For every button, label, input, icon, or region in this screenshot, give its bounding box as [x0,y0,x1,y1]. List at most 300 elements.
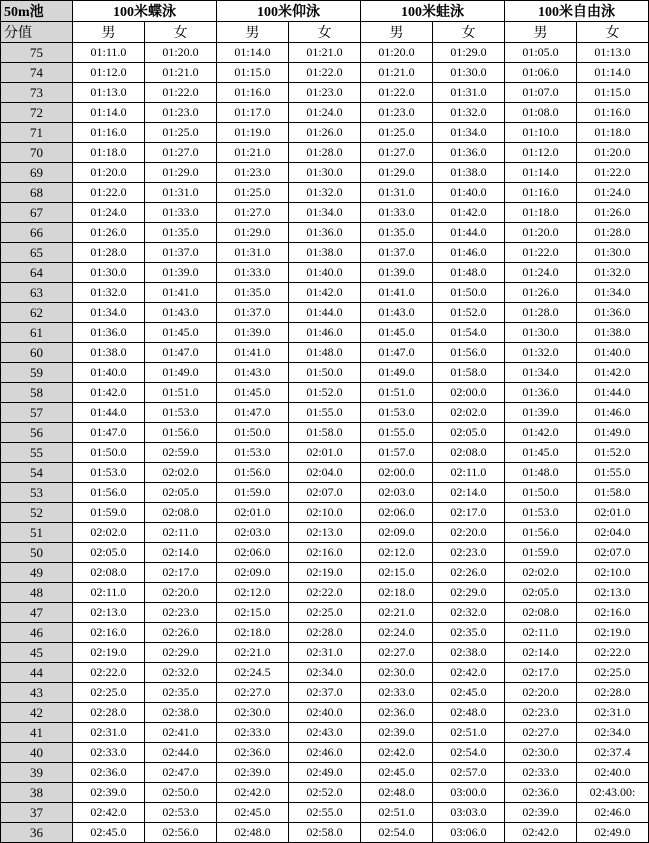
time-cell: 02:01.0 [217,503,289,523]
table-row [1,423,649,443]
time-cell: 01:50.0 [433,283,505,303]
time-cell: 02:12.0 [361,543,433,563]
time-cell: 02:36.0 [73,763,145,783]
time-cell: 01:34.0 [433,123,505,143]
score-cell: 70 [1,143,73,163]
time-cell: 01:41.0 [145,283,217,303]
score-cell: 64 [1,263,73,283]
time-cell: 01:25.0 [217,183,289,203]
time-cell: 01:42.0 [289,283,361,303]
time-cell: 02:28.0 [73,703,145,723]
time-cell: 02:51.0 [361,803,433,823]
time-cell: 02:36.0 [217,743,289,763]
time-cell: 01:45.0 [145,323,217,343]
time-cell: 02:23.0 [433,543,505,563]
time-cell: 02:20.0 [145,583,217,603]
time-cell: 02:13.0 [577,583,649,603]
time-cell: 02:39.0 [217,763,289,783]
time-cell: 01:06.0 [505,63,577,83]
time-cell: 02:02.0 [73,523,145,543]
table-row [1,623,649,643]
time-cell: 02:14.0 [433,483,505,503]
time-cell: 01:33.0 [361,203,433,223]
table-row [1,43,649,63]
event-header-breaststroke: 100米蛙泳 [361,1,505,22]
time-cell: 02:56.0 [145,823,217,843]
time-cell: 02:11.0 [505,623,577,643]
time-cell: 01:18.0 [577,123,649,143]
time-cell: 02:49.0 [289,763,361,783]
time-cell: 02:00.0 [433,383,505,403]
pool-header: 50m池 [1,1,73,22]
time-cell: 01:36.0 [433,143,505,163]
time-cell: 01:30.0 [73,263,145,283]
time-cell: 02:45.0 [361,763,433,783]
time-cell: 01:57.0 [361,443,433,463]
time-cell: 01:12.0 [73,63,145,83]
time-cell: 02:30.0 [361,663,433,683]
time-cell: 01:23.0 [289,83,361,103]
time-cell: 02:40.0 [289,703,361,723]
time-cell: 01:26.0 [505,283,577,303]
time-cell: 02:01.0 [577,503,649,523]
time-cell: 01:40.0 [433,183,505,203]
time-cell: 02:02.0 [145,463,217,483]
time-cell: 01:56.0 [505,523,577,543]
time-cell: 01:46.0 [289,323,361,343]
time-cell: 01:58.0 [289,423,361,443]
table-row [1,503,649,523]
time-cell: 01:53.0 [73,463,145,483]
time-cell: 02:50.0 [145,783,217,803]
time-cell: 01:24.0 [289,103,361,123]
table-row [1,283,649,303]
time-cell: 01:42.0 [505,423,577,443]
table-row [1,603,649,623]
time-cell: 03:00.0 [433,783,505,803]
time-cell: 02:21.0 [217,643,289,663]
time-cell: 02:53.0 [145,803,217,823]
time-cell: 02:27.0 [217,683,289,703]
time-cell: 02:40.0 [577,763,649,783]
time-cell: 01:41.0 [361,283,433,303]
time-cell: 01:20.0 [577,143,649,163]
score-cell: 58 [1,383,73,403]
table-row [1,163,649,183]
time-cell: 01:32.0 [505,343,577,363]
time-cell: 01:34.0 [289,203,361,223]
time-cell: 01:38.0 [433,163,505,183]
score-cell: 48 [1,583,73,603]
time-cell: 02:07.0 [289,483,361,503]
time-cell: 01:11.0 [73,43,145,63]
time-cell: 01:30.0 [505,323,577,343]
time-cell: 01:26.0 [577,203,649,223]
time-cell: 02:11.0 [73,583,145,603]
time-cell: 01:56.0 [145,423,217,443]
table-row [1,63,649,83]
score-cell: 75 [1,43,73,63]
time-cell: 01:49.0 [145,363,217,383]
time-cell: 02:18.0 [217,623,289,643]
score-cell: 65 [1,243,73,263]
time-cell: 01:59.0 [217,483,289,503]
time-cell: 02:20.0 [433,523,505,543]
time-cell: 01:56.0 [217,463,289,483]
score-cell: 36 [1,823,73,843]
time-cell: 02:15.0 [217,603,289,623]
time-cell: 01:50.0 [217,423,289,443]
event-header-row [1,1,649,22]
time-cell: 01:33.0 [217,263,289,283]
time-cell: 01:55.0 [577,463,649,483]
time-cell: 02:28.0 [289,623,361,643]
time-cell: 01:22.0 [361,83,433,103]
table-row [1,803,649,823]
time-cell: 01:07.0 [505,83,577,103]
time-cell: 01:22.0 [145,83,217,103]
time-cell: 02:19.0 [73,643,145,663]
time-cell: 01:46.0 [577,403,649,423]
time-cell: 01:14.0 [217,43,289,63]
time-cell: 01:31.0 [145,183,217,203]
time-cell: 02:49.0 [577,823,649,843]
time-cell: 01:29.0 [433,43,505,63]
table-row [1,723,649,743]
time-cell: 02:15.0 [361,563,433,583]
time-cell: 01:24.0 [73,203,145,223]
time-cell: 01:10.0 [505,123,577,143]
time-cell: 02:19.0 [577,623,649,643]
time-cell: 01:55.0 [361,423,433,443]
time-cell: 02:13.0 [73,603,145,623]
table-row [1,523,649,543]
score-cell: 40 [1,743,73,763]
time-cell: 01:28.0 [577,223,649,243]
time-cell: 02:07.0 [577,543,649,563]
time-cell: 02:03.0 [361,483,433,503]
time-cell: 02:47.0 [145,763,217,783]
score-cell: 55 [1,443,73,463]
time-cell: 02:45.0 [73,823,145,843]
score-cell: 45 [1,643,73,663]
time-cell: 01:44.0 [433,223,505,243]
time-cell: 01:14.0 [73,103,145,123]
table-row [1,363,649,383]
gender-female-header: 女 [577,22,649,43]
time-cell: 02:48.0 [361,783,433,803]
time-cell: 02:48.0 [433,703,505,723]
time-cell: 01:16.0 [505,183,577,203]
time-cell: 01:30.0 [433,63,505,83]
time-cell: 01:20.0 [145,43,217,63]
score-header: 分值 [1,22,73,43]
table-row [1,203,649,223]
table-row [1,303,649,323]
time-cell: 02:16.0 [289,543,361,563]
table-row [1,83,649,103]
table-row [1,223,649,243]
table-row [1,183,649,203]
score-cell: 51 [1,523,73,543]
time-cell: 01:28.0 [289,143,361,163]
time-cell: 02:11.0 [433,463,505,483]
time-cell: 02:02.0 [433,403,505,423]
table-row [1,463,649,483]
score-cell: 69 [1,163,73,183]
time-cell: 01:22.0 [73,183,145,203]
time-cell: 02:30.0 [505,743,577,763]
time-cell: 01:45.0 [361,323,433,343]
time-cell: 02:52.0 [289,783,361,803]
table-row [1,563,649,583]
time-cell: 01:53.0 [145,403,217,423]
score-cell: 50 [1,543,73,563]
time-cell: 01:31.0 [217,243,289,263]
time-cell: 01:18.0 [505,203,577,223]
time-cell: 01:56.0 [73,483,145,503]
time-cell: 02:31.0 [289,643,361,663]
time-cell: 02:05.0 [505,583,577,603]
time-cell: 01:13.0 [577,43,649,63]
time-cell: 01:47.0 [73,423,145,443]
time-cell: 01:20.0 [73,163,145,183]
time-cell: 02:39.0 [361,723,433,743]
time-cell: 01:34.0 [73,303,145,323]
score-cell: 61 [1,323,73,343]
gender-female-header: 女 [145,22,217,43]
time-cell: 01:29.0 [145,163,217,183]
time-cell: 02:43.00: [577,783,649,803]
time-cell: 02:08.0 [145,503,217,523]
time-cell: 02:22.0 [289,583,361,603]
table-row [1,543,649,563]
time-cell: 01:40.0 [73,363,145,383]
time-cell: 01:52.0 [289,383,361,403]
time-cell: 02:42.0 [217,783,289,803]
time-cell: 01:35.0 [361,223,433,243]
event-header-freestyle: 100米自由泳 [505,1,649,22]
time-cell: 01:45.0 [505,443,577,463]
time-cell: 02:45.0 [433,683,505,703]
time-cell: 02:04.0 [577,523,649,543]
time-cell: 01:20.0 [505,223,577,243]
time-cell: 01:32.0 [289,183,361,203]
table-row [1,703,649,723]
time-cell: 01:31.0 [361,183,433,203]
time-cell: 01:48.0 [433,263,505,283]
score-cell: 74 [1,63,73,83]
time-cell: 02:36.0 [505,783,577,803]
score-cell: 53 [1,483,73,503]
time-cell: 01:21.0 [289,43,361,63]
score-cell: 60 [1,343,73,363]
time-cell: 01:16.0 [217,83,289,103]
time-cell: 01:22.0 [577,163,649,183]
time-cell: 02:16.0 [73,623,145,643]
time-cell: 01:46.0 [433,243,505,263]
time-cell: 02:05.0 [73,543,145,563]
time-cell: 02:54.0 [361,823,433,843]
time-cell: 01:32.0 [73,283,145,303]
time-cell: 01:55.0 [289,403,361,423]
time-cell: 02:54.0 [433,743,505,763]
table-row [1,763,649,783]
time-cell: 02:58.0 [289,823,361,843]
time-cell: 01:53.0 [505,503,577,523]
time-cell: 01:14.0 [577,63,649,83]
time-cell: 01:44.0 [289,303,361,323]
score-cell: 47 [1,603,73,623]
time-cell: 02:46.0 [289,743,361,763]
time-cell: 02:20.0 [505,683,577,703]
time-cell: 02:08.0 [505,603,577,623]
time-cell: 02:17.0 [145,563,217,583]
time-cell: 02:04.0 [289,463,361,483]
time-cell: 01:35.0 [145,223,217,243]
time-cell: 02:35.0 [433,623,505,643]
time-cell: 02:59.0 [145,443,217,463]
time-cell: 01:50.0 [505,483,577,503]
time-cell: 02:33.0 [505,763,577,783]
time-cell: 01:37.0 [361,243,433,263]
time-cell: 01:51.0 [361,383,433,403]
time-cell: 01:22.0 [505,243,577,263]
time-cell: 02:30.0 [217,703,289,723]
time-cell: 01:21.0 [145,63,217,83]
time-cell: 01:36.0 [289,223,361,243]
time-cell: 01:47.0 [361,343,433,363]
time-cell: 02:55.0 [289,803,361,823]
time-cell: 01:27.0 [145,143,217,163]
table-row [1,583,649,603]
time-cell: 02:06.0 [217,543,289,563]
time-cell: 01:31.0 [433,83,505,103]
time-cell: 01:48.0 [289,343,361,363]
time-cell: 01:29.0 [361,163,433,183]
score-cell: 72 [1,103,73,123]
time-cell: 01:47.0 [145,343,217,363]
gender-male-header: 男 [73,22,145,43]
time-cell: 02:12.0 [217,583,289,603]
time-cell: 02:01.0 [289,443,361,463]
time-cell: 01:37.0 [145,243,217,263]
time-cell: 02:28.0 [577,683,649,703]
time-cell: 01:30.0 [577,243,649,263]
score-cell: 68 [1,183,73,203]
time-cell: 01:27.0 [361,143,433,163]
time-cell: 01:08.0 [505,103,577,123]
time-cell: 01:39.0 [217,323,289,343]
time-cell: 02:34.0 [289,663,361,683]
time-cell: 01:59.0 [505,543,577,563]
time-cell: 02:09.0 [361,523,433,543]
time-cell: 01:38.0 [289,243,361,263]
score-cell: 42 [1,703,73,723]
time-cell: 01:51.0 [145,383,217,403]
time-cell: 01:24.0 [505,263,577,283]
time-cell: 01:52.0 [433,303,505,323]
time-cell: 01:15.0 [217,63,289,83]
time-cell: 01:59.0 [73,503,145,523]
time-cell: 01:12.0 [505,143,577,163]
time-cell: 02:14.0 [145,543,217,563]
time-cell: 02:36.0 [361,703,433,723]
time-cell: 02:10.0 [289,503,361,523]
time-cell: 02:48.0 [217,823,289,843]
time-cell: 02:39.0 [505,803,577,823]
time-cell: 01:42.0 [433,203,505,223]
time-cell: 01:35.0 [217,283,289,303]
time-cell: 02:42.0 [433,663,505,683]
score-cell: 39 [1,763,73,783]
time-cell: 02:44.0 [145,743,217,763]
score-cell: 52 [1,503,73,523]
score-cell: 56 [1,423,73,443]
score-cell: 57 [1,403,73,423]
time-cell: 01:44.0 [73,403,145,423]
time-cell: 01:20.0 [361,43,433,63]
time-cell: 02:27.0 [505,723,577,743]
gender-female-header: 女 [289,22,361,43]
time-cell: 01:21.0 [361,63,433,83]
score-cell: 43 [1,683,73,703]
time-cell: 01:45.0 [217,383,289,403]
time-cell: 01:53.0 [361,403,433,423]
time-cell: 01:42.0 [577,363,649,383]
time-cell: 01:23.0 [217,163,289,183]
time-cell: 02:17.0 [433,503,505,523]
time-cell: 02:31.0 [577,703,649,723]
gender-male-header: 男 [361,22,433,43]
table-row [1,823,649,843]
table-row [1,103,649,123]
time-cell: 02:03.0 [217,523,289,543]
score-cell: 73 [1,83,73,103]
time-cell: 01:17.0 [217,103,289,123]
score-cell: 37 [1,803,73,823]
time-cell: 02:16.0 [577,603,649,623]
table-row [1,403,649,423]
score-cell: 44 [1,663,73,683]
time-cell: 01:52.0 [577,443,649,463]
time-cell: 01:43.0 [217,363,289,383]
time-cell: 02:26.0 [145,623,217,643]
time-cell: 01:58.0 [433,363,505,383]
score-cell: 59 [1,363,73,383]
time-cell: 01:39.0 [145,263,217,283]
gender-header-row [1,22,649,43]
score-cell: 63 [1,283,73,303]
time-cell: 01:34.0 [505,363,577,383]
time-cell: 01:47.0 [217,403,289,423]
time-cell: 02:31.0 [73,723,145,743]
table-row [1,343,649,363]
table-row [1,243,649,263]
time-cell: 01:43.0 [361,303,433,323]
score-cell: 38 [1,783,73,803]
time-cell: 01:16.0 [73,123,145,143]
time-cell: 02:18.0 [361,583,433,603]
time-cell: 02:24.5 [217,663,289,683]
time-cell: 01:14.0 [505,163,577,183]
time-cell: 02:05.0 [145,483,217,503]
time-cell: 01:32.0 [433,103,505,123]
score-cell: 54 [1,463,73,483]
gender-male-header: 男 [505,22,577,43]
time-cell: 02:57.0 [433,763,505,783]
time-cell: 02:17.0 [505,663,577,683]
